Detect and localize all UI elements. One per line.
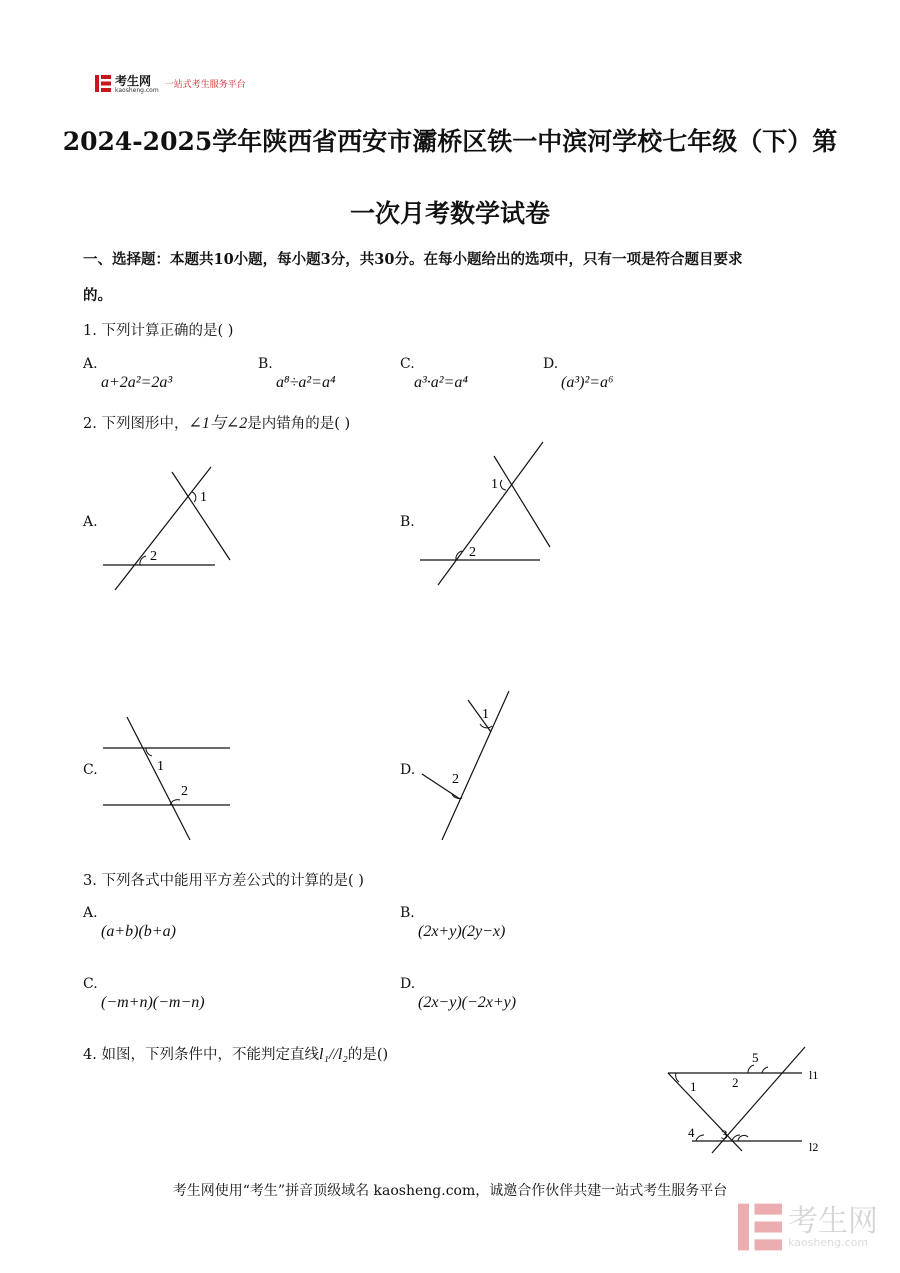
q2-option-c-figure <box>100 712 240 847</box>
q1-option-c: C. a³·a²=a⁴ <box>400 356 468 391</box>
logo-icon <box>95 75 111 92</box>
q2a-angle1-label: 1 <box>200 490 207 505</box>
q1-option-c-expr: a³·a²=a⁴ <box>414 374 468 391</box>
q3-option-d: D. (2x−y)(−2x+y) <box>400 976 517 1011</box>
q4-angle1-label: 1 <box>690 1079 697 1094</box>
q2-stem-math: ∠1与∠2 <box>188 415 248 432</box>
q3-option-b: B. (2x+y)(2y−x) <box>400 905 506 940</box>
q2-option-d-label: D. <box>400 762 416 778</box>
q4-angle4-label: 4 <box>688 1125 695 1140</box>
q2-option-b-figure <box>418 440 558 590</box>
q2c-angle2-label: 2 <box>181 784 188 799</box>
logo-domain: kaosheng.com <box>115 87 159 94</box>
q2a-angle2-label: 2 <box>150 549 157 564</box>
q1-option-b-expr: a⁸÷a²=a⁴ <box>276 374 336 391</box>
page-title-line2: 一次月考数学试卷 <box>349 199 550 228</box>
q3-option-c-expr: (−m+n)(−m−n) <box>101 994 205 1011</box>
header-logo <box>95 72 246 94</box>
q4-angle3-label: 3 <box>721 1127 728 1142</box>
q2d-angle2-label: 2 <box>452 772 459 787</box>
q4-line-l2-label: l2 <box>809 1140 819 1154</box>
section-heading: 一、选择题：本题共10小题，每小题3分，共30分。在每小题给出的选项中，只有一项是符合题目要求 <box>83 251 743 268</box>
q4-figure <box>662 1045 832 1160</box>
q4-stem-math: l₁//l₂ <box>318 1046 348 1063</box>
q4-angle2-label: 2 <box>732 1075 739 1090</box>
q3-option-a-expr: (a+b)(b+a) <box>101 923 176 940</box>
q2d-angle1-label: 1 <box>482 707 489 722</box>
q2-option-a-figure <box>100 460 240 595</box>
watermark-domain: kaosheng.com <box>788 1235 869 1249</box>
q1-option-d-expr: (a³)²=a⁶ <box>561 374 614 391</box>
page-title-line1: 2024-2025学年陕西省西安市灞桥区铁一中滨河学校七年级（下）第 <box>62 127 838 156</box>
q4-angle5-label: 5 <box>752 1050 759 1065</box>
q4-line-l1-label: l1 <box>809 1068 819 1082</box>
logo-slogan: 一站式考生服务平台 <box>164 79 246 90</box>
q2-option-a-label: A. <box>83 514 98 530</box>
q1-option-a: A. a+2a²=2a³ <box>83 356 173 391</box>
q2-option-c-label: C. <box>83 762 98 778</box>
q3-option-d-expr: (2x−y)(−2x+y) <box>418 994 517 1011</box>
q4-stem: 4. 如图，下列条件中，不能判定直线l₁//l₂的是() <box>83 1046 389 1063</box>
page-footer: 考生网使用“考生”拼音顶级域名 kaosheng.com，诚邀合作伙伴共建一站式考生服务平台 <box>172 1183 728 1199</box>
q3-option-a: A. (a+b)(b+a) <box>83 905 176 940</box>
q2-stem: 2. 下列图形中，∠1与∠2是内错角的是( ) <box>83 415 351 432</box>
q2-option-b-label: B. <box>400 514 415 530</box>
q2b-angle1-label: 1 <box>491 477 498 492</box>
q1-stem: 1. 下列计算正确的是( ) <box>83 323 234 339</box>
section-heading-cont: 的。 <box>83 287 112 304</box>
watermark-text: 考生网 <box>788 1203 878 1239</box>
q2-option-d-figure <box>418 688 528 843</box>
watermark <box>738 1203 878 1251</box>
logo-text: 考生网 <box>115 74 152 88</box>
q3-option-c: C. (−m+n)(−m−n) <box>83 976 205 1011</box>
q3-option-b-expr: (2x+y)(2y−x) <box>418 923 506 940</box>
q2b-angle2-label: 2 <box>469 545 476 560</box>
q1-option-b: B. a⁸÷a²=a⁴ <box>258 356 336 391</box>
watermark-logo-icon <box>738 1203 782 1251</box>
q1-option-d: D. (a³)²=a⁶ <box>543 356 614 391</box>
q1-option-a-expr: a+2a²=2a³ <box>101 374 173 391</box>
q2c-angle1-label: 1 <box>157 759 164 774</box>
q3-stem: 3. 下列各式中能用平方差公式的计算的是( ) <box>83 873 364 889</box>
